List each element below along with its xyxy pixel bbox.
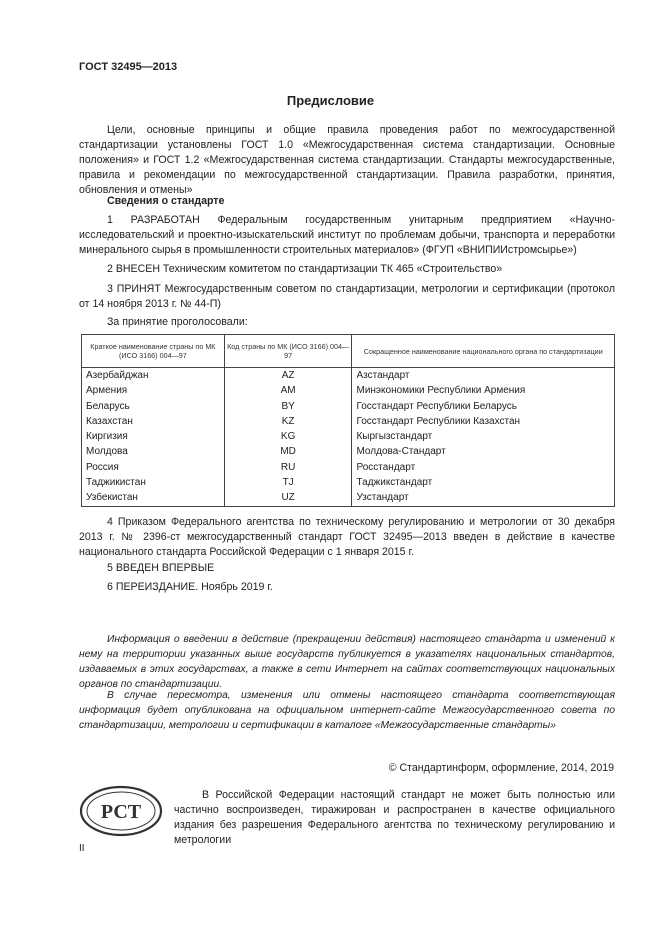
country-name: Беларусь: [82, 399, 225, 414]
table-row: [82, 475, 615, 490]
table-row: [82, 383, 615, 398]
country-code: KZ: [224, 414, 352, 429]
country-code: BY: [224, 399, 352, 414]
table-row: [82, 444, 615, 459]
country-code: MD: [224, 444, 352, 459]
standards-body: Минэкономики Республики Армения: [352, 383, 615, 398]
page-title: Предисловие: [286, 93, 375, 108]
table-row: [82, 399, 615, 414]
table-row: [82, 429, 615, 444]
logo-lettering: РСТ: [100, 801, 142, 823]
item-3-adopted: 3 ПРИНЯТ Межгосударственным советом по стандартизации, метрологии и сертификации (протокол от 14 ноября 2013 г. № 44-П): [79, 283, 615, 310]
table-row: [82, 460, 615, 475]
country-name: Азербайджан: [82, 368, 225, 384]
section-title: Сведения о стандарте: [107, 195, 225, 207]
header-country-name: Краткое наименование страны по МК (ИСО 3166) 004—97: [82, 335, 225, 368]
document-code: ГОСТ 32495—2013: [79, 61, 178, 73]
table-row: [82, 368, 615, 384]
note-revision-info: В случае пересмотра, изменения или отмены настоящего стандарта соответствующая информация будет опубликована на официальном интернет-сайте Межгосударственного совета по стандартизации, метрологии и сертификации в каталоге «Межгосударственные стандарты»: [79, 690, 615, 731]
table-row: [82, 414, 615, 429]
country-code: TJ: [224, 475, 352, 490]
standards-body: Госстандарт Республики Казахстан: [352, 414, 615, 429]
country-name: Таджикистан: [82, 475, 225, 490]
standards-body: Узстандарт: [352, 490, 615, 506]
table-row: [82, 490, 615, 506]
standards-body: Азстандарт: [352, 368, 615, 384]
country-code: UZ: [224, 490, 352, 506]
country-name: Молдова: [82, 444, 225, 459]
intro-paragraph: Цели, основные принципы и общие правила проведения работ по межгосударственной стандартизации установлены ГОСТ 1.0 «Межгосударственная система стандартизации. Основные положения» и ГОСТ 1.2 «Межгосударственная система стандартизации. Стандарты межгосударственные, правила и рекомендации по межгосударственной стандартизации. Правила разработки, принятия, обновления и отмены»: [79, 124, 615, 196]
country-code: AZ: [224, 368, 352, 384]
standards-body: Росстандарт: [352, 460, 615, 475]
country-code: RU: [224, 460, 352, 475]
note-introduction-info: Информация о введении в действие (прекращении действия) настоящего стандарта и изменений к нему на территории указанных выше государств публикуется в указателях национальных стандартов, издаваемых в этих государствах, а также в сети Интернет на сайтах соответствующих национальных органов по стандартизации.: [79, 634, 615, 690]
standards-body: Госстандарт Республики Беларусь: [352, 399, 615, 414]
item-6-reissue: 6 ПЕРЕИЗДАНИЕ. Ноябрь 2019 г.: [107, 581, 273, 593]
item-5-first-introduced: 5 ВВЕДЕН ВПЕРВЫЕ: [107, 562, 215, 574]
item-2-submitted: 2 ВНЕСЕН Техническим комитетом по стандартизации ТК 465 «Строительство»: [107, 263, 503, 275]
copyright-line: © Стандартинформ, оформление, 2014, 2019: [388, 762, 614, 774]
item-1-developed: 1 РАЗРАБОТАН Федеральным государственным унитарным предприятием «Научно-исследовательский и проектно-изыскательский институт по проблемам добычи, транспорта и переработки минерального сырья в промышленности строительных материалов» (ФГУП «ВНИПИИстромсырье»): [79, 214, 615, 256]
table-header-row: [82, 335, 615, 368]
item-4-order: 4 Приказом Федерального агентства по техническому регулированию и метрологии от 30 декабря 2013 г. № 2396-ст межгосударственный стандарт ГОСТ 32495—2013 введен в действие в качестве национального стандарта Российской Федерации с 1 января 2015 г.: [79, 516, 615, 558]
header-standards-body: Сокращенное наименование национального органа по стандартизации: [352, 335, 615, 368]
country-name: Россия: [82, 460, 225, 475]
country-name: Узбекистан: [82, 490, 225, 506]
voting-countries-table: [81, 334, 615, 507]
country-code: KG: [224, 429, 352, 444]
standards-body: Кыргызстандарт: [352, 429, 615, 444]
vote-intro: За принятие проголосовали:: [107, 316, 248, 328]
header-country-code: Код страны по МК (ИСО 3166) 004—97: [224, 335, 352, 368]
page-number: II: [79, 843, 85, 854]
country-name: Казахстан: [82, 414, 225, 429]
country-name: Киргизия: [82, 429, 225, 444]
standards-body: Молдова-Стандарт: [352, 444, 615, 459]
reproduction-notice: В Российской Федерации настоящий стандарт не может быть полностью или частично воспроизведен, тиражирован и распространен в качестве официального издания без разрешения Федерального агентства по техническому регулированию и метрологии: [174, 789, 615, 846]
country-name: Армения: [82, 383, 225, 398]
rst-logo-icon: [79, 785, 163, 837]
standards-body: Таджикстандарт: [352, 475, 615, 490]
country-code: AM: [224, 383, 352, 398]
